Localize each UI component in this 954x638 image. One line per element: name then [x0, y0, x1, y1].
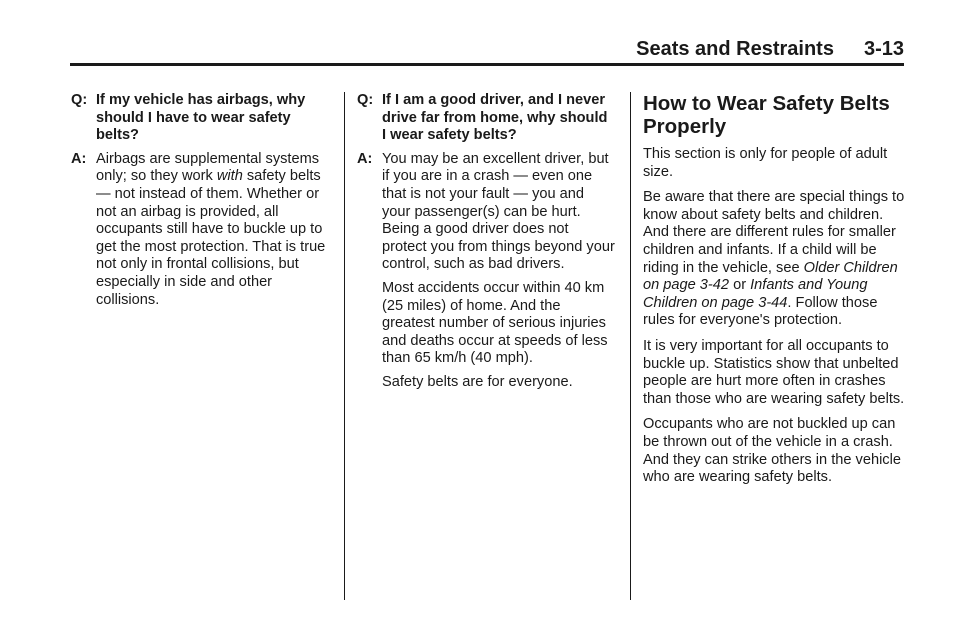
answer-label: A: — [357, 150, 373, 167]
question-block — [357, 92, 615, 145]
paragraph: It is very important for all occupants to buckle up. Statistics show that unbelted people are hurt more often in crashes than those who are wearing safety belts. — [643, 337, 905, 407]
answer-paragraph: Safety belts are for everyone. — [382, 373, 573, 390]
column-divider-1 — [344, 92, 345, 600]
answer-paragraph: Most accidents occur within 40 km (25 miles) of home. And the greatest number of serious injuries and deaths occur at speeds of less than 65 km/h (40 mph). — [382, 279, 608, 367]
answer-block — [71, 151, 329, 309]
question-text: If I am a good driver, and I never drive far from home, why should I wear safety belts? — [382, 92, 608, 144]
column-divider-2 — [630, 92, 631, 600]
column-3 — [643, 92, 905, 495]
question-label: Q: — [71, 92, 88, 108]
paragraph: This section is only for people of adult size. — [643, 146, 888, 180]
cross-reference-link[interactable]: Older Children on page 3-42 — [643, 259, 898, 294]
column-1 — [71, 92, 329, 315]
question-label: Q: — [357, 92, 374, 108]
question-block — [71, 92, 329, 145]
answer-label: A: — [71, 150, 87, 167]
running-header — [636, 38, 904, 61]
paragraph: Occupants who are not buckled up can be thrown out of the vehicle in a crash. And they can strike others in the vehicle who are wearing safety belts. — [643, 416, 901, 486]
paragraph: Be aware that there are special things to know about safety belts and children. And there are different rules for smaller children and infants. If a child will be riding in the vehicle, see Older Children on page 3-42 or Infants and Young Children on page 3-44. Follow those rules for everyone's protection. — [643, 189, 905, 329]
answer-block — [357, 151, 615, 274]
page-header — [70, 38, 904, 64]
header-rule — [70, 63, 904, 66]
section-heading: How to Wear Safety Belts Properly — [643, 92, 890, 138]
answer-text: You may be an excellent driver, but if you are in a crash — even one that is not your fault — you and your passenger(s) can be hurt. Being a good driver does not protect you from things beyond your control, such as bad drivers. — [382, 150, 615, 273]
page-number: 3-13 — [863, 38, 904, 60]
cross-reference-link[interactable]: Infants and Young Children on page 3-44 — [643, 277, 868, 311]
question-text: If my vehicle has airbags, why should I have to wear safety belts? — [96, 92, 306, 144]
section-title: Seats and Restraints — [636, 38, 834, 60]
answer-text: Airbags are supplemental systems only; so they work with safety belts — not instead of them. Whether or not an airbag is provided, all occupants still have to buckle up to get the most protection. That is true not only in frontal collisions, but especially in side and other collisions. — [96, 150, 326, 308]
column-2 — [357, 92, 615, 392]
